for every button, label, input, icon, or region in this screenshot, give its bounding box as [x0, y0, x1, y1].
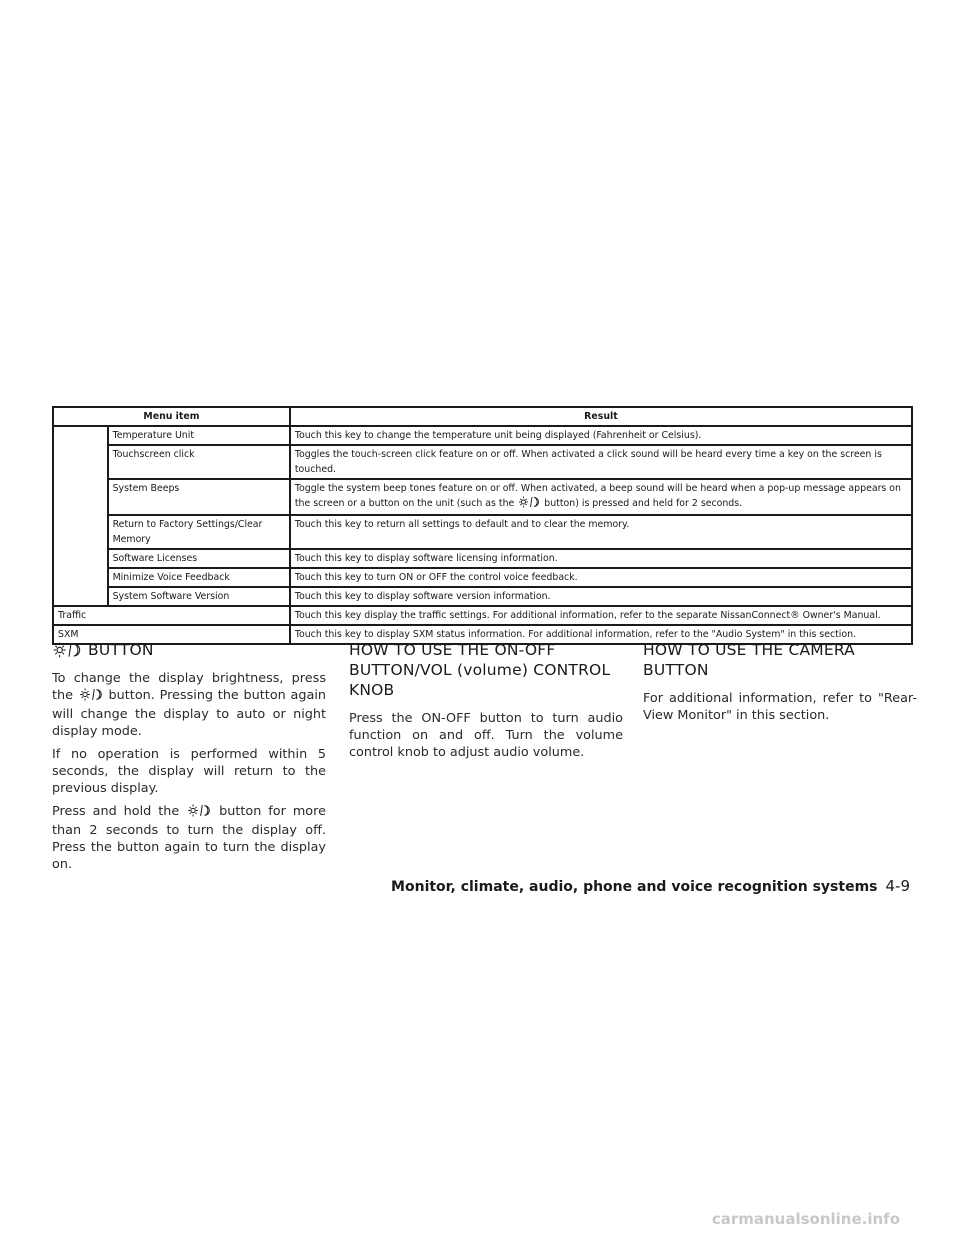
section-heading: HOW TO USE THE ON-OFF BUTTON/VOL (volume) CONTROL KNOB	[349, 641, 611, 699]
section-brightness-button	[52, 640, 326, 879]
table-row	[53, 445, 912, 479]
brightness-day-night-icon	[80, 688, 102, 706]
row-result: Touch this key to change the temperature unit being displayed (Fahrenheit or Celsius).	[290, 426, 912, 445]
paragraph-text: button. Pressing the button again will change the display to auto or night display mode.	[52, 688, 326, 739]
section-heading: HOW TO USE THE CAMERA BUTTON	[643, 641, 855, 679]
page-footer	[391, 877, 910, 895]
footer-section-title: Monitor, climate, audio, phone and voice recognition systems	[391, 879, 878, 895]
paragraph: If no operation is performed within 5 seconds, the display will return to the previous display.	[52, 747, 326, 796]
header-result: Result	[290, 407, 912, 426]
table-row	[53, 515, 912, 549]
row-item: SXM	[53, 625, 290, 644]
row-result-text-b: button) is pressed and held for 2 seconds.	[544, 498, 743, 509]
row-item: Traffic	[53, 606, 290, 625]
table-header-row	[53, 407, 912, 426]
row-result: Touch this key to display software version information.	[290, 587, 912, 606]
row-result: Toggles the touch-screen click feature on or off. When activated a click sound will be heard every time a key on the screen is touched.	[290, 445, 912, 479]
indent-cell	[53, 426, 108, 606]
table-row	[53, 426, 912, 445]
row-result: Touch this key to display software licensing information.	[290, 549, 912, 568]
section-heading-text: BUTTON	[88, 641, 154, 659]
paragraph-text: To change the display brightness, press the	[52, 671, 326, 703]
row-item: Software Licenses	[108, 549, 290, 568]
row-result: Touch this key to display SXM status information. For additional information, refer to the "Audio System" in this section.	[290, 625, 912, 644]
brightness-day-night-icon	[52, 642, 82, 658]
row-result: Touch this key to return all settings to default and to clear the memory.	[290, 515, 912, 549]
paragraph-text: Press and hold the	[52, 804, 180, 819]
row-item: Return to Factory Settings/Clear Memory	[108, 515, 290, 549]
row-item: Temperature Unit	[108, 426, 290, 445]
paragraph: For additional information, refer to "Rear-View Monitor" in this section.	[643, 691, 917, 723]
row-result: Touch this key to turn ON or OFF the control voice feedback.	[290, 568, 912, 587]
section-on-off-volume	[349, 640, 623, 767]
header-menu-item: Menu item	[53, 407, 290, 426]
paragraph-text: button for more than 2 seconds to turn the display off. Press the button again to turn the display on.	[52, 804, 326, 872]
paragraph	[52, 670, 326, 740]
brightness-day-night-icon	[188, 804, 210, 822]
table-row	[53, 568, 912, 587]
row-item: Minimize Voice Feedback	[108, 568, 290, 587]
row-result: Touch this key display the traffic settings. For additional information, refer to the separate NissanConnect® Owner's Manual.	[290, 606, 912, 625]
paragraph	[52, 803, 326, 873]
table-row	[53, 587, 912, 606]
menu-settings-table	[52, 406, 913, 645]
paragraph: Press the ON-OFF button to turn audio function on and off. Turn the volume control knob to adjust audio volume.	[349, 711, 623, 760]
row-result	[290, 479, 912, 515]
table-row	[53, 479, 912, 515]
table-row	[53, 549, 912, 568]
row-item: Touchscreen click	[108, 445, 290, 479]
row-item: System Beeps	[108, 479, 290, 515]
row-item: System Software Version	[108, 587, 290, 606]
page-number: 4-9	[885, 877, 910, 895]
brightness-day-night-icon	[519, 496, 539, 513]
row-result-text-a: Toggle the system beep tones feature on or off. When activated, a beep sound will be heard when a pop-up message appears on the screen or a button on the unit (such as the	[294, 483, 901, 509]
section-heading	[52, 640, 326, 660]
watermark: carmanualsonline.info	[711, 1210, 900, 1228]
section-camera-button	[643, 640, 917, 730]
table-row	[53, 606, 912, 625]
